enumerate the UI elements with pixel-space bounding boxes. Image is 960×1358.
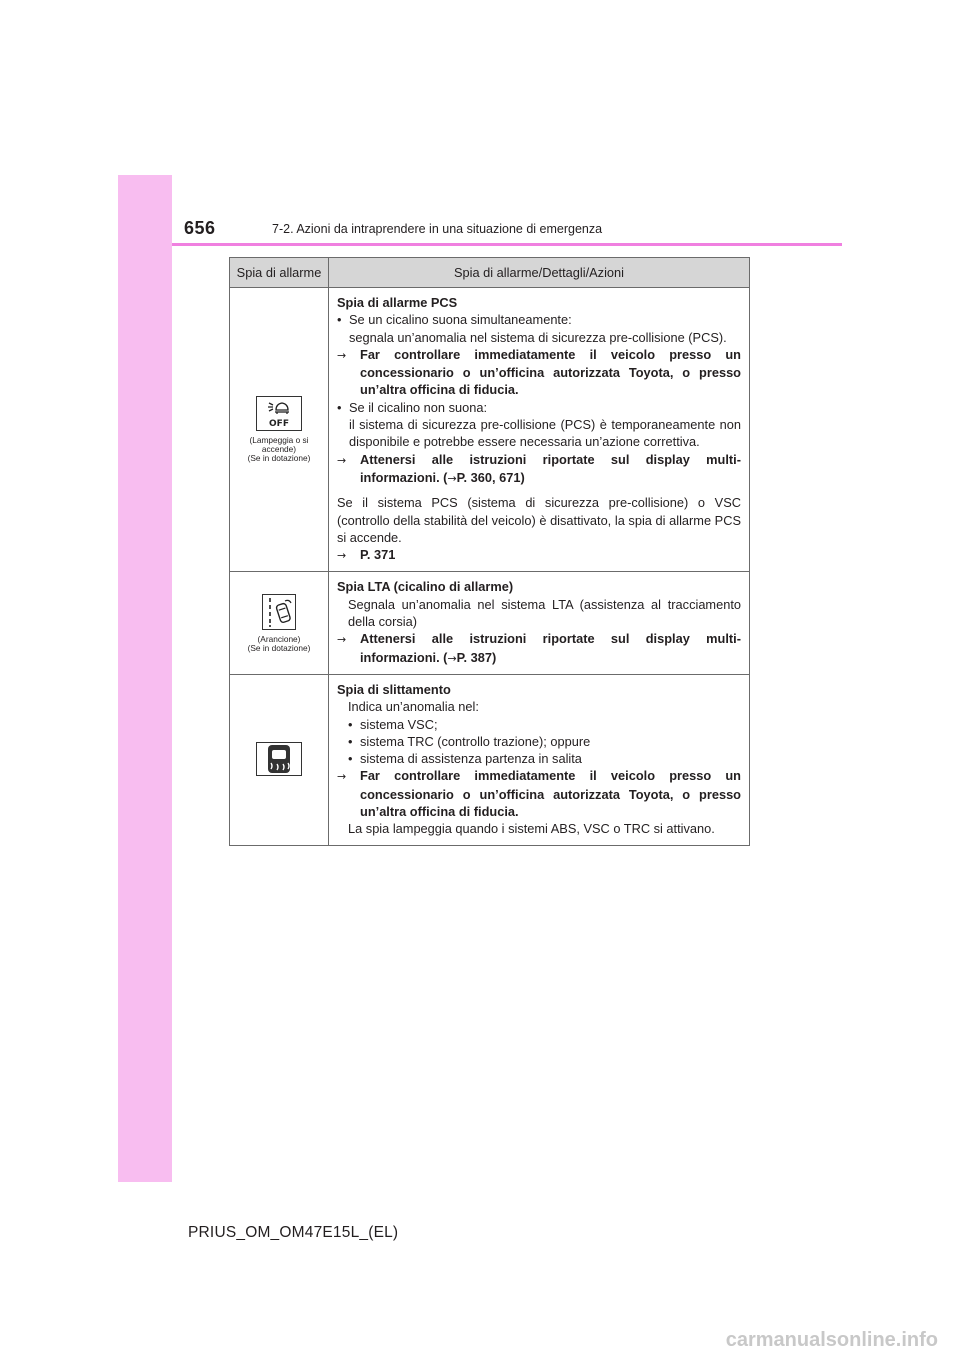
slip-icon [256,742,302,776]
table-row [230,288,750,572]
row-title: Spia LTA (cicalino di allarme) [337,579,514,595]
page-reference-link[interactable]: P. 360, 671) [456,469,525,485]
page-reference-link[interactable]: P. 371 [360,547,396,563]
action-text: → Far controllare immediatamente il veicolo presso un concessionario o un’officina autorizzata Toyota, o presso un’altra officina di fiducia. [337,768,741,820]
col-header-light: Spia di allarme [230,258,329,288]
row-text: Segnala un’anomalia nel sistema LTA (assistenza al tracciamento della corsia) [348,596,741,630]
svg-text:OFF: OFF [269,419,289,430]
warning-light-table [229,257,750,846]
row-title: Spia di allarme PCS [337,295,458,310]
table-row [230,674,750,845]
watermark: carmanualsonline.info [725,1329,938,1351]
description-cell [329,288,750,572]
pcs-off-icon [256,396,302,431]
bullet: • Se un cicalino suona simultaneamente: [337,312,572,328]
reference-line: → P. 371 [337,547,396,563]
icon-cell [230,288,329,572]
header-rule [172,243,842,246]
icon-caption: (Lampeggia o si accende) (Se in dotazione) [247,435,311,464]
row-text: Indica un’anomalia nel: [348,699,479,715]
action-text: → Attenersi alle istruzioni riportate sul display multi-informazioni. (→P. 360, 671) [337,451,741,485]
page-number: 656 [184,218,216,238]
bullet-text: il sistema di sicurezza pre-collisione (PCS) è temporaneamente non disponibile e potrebbe essere necessaria un’azione correttiva. [349,417,741,450]
icon-cell [230,674,329,845]
bullet: • sistema TRC (controllo trazione); oppure [348,733,591,749]
lta-icon [262,594,296,630]
table-row [230,572,750,674]
col-header-details: Spia di allarme/Dettagli/Azioni [329,258,750,288]
description-cell [329,674,750,845]
note-text: La spia lampeggia quando i sistemi ABS, VSC o TRC si attivano. [348,821,715,837]
action-text: → Attenersi alle istruzioni riportate sul display multi-informazioni. (→P. 387) [337,631,741,665]
section-title: 7-2. Azioni da intraprendere in una situazione di emergenza [272,222,603,236]
page-reference-link[interactable]: P. 387) [456,649,497,665]
table-header-row [230,258,750,288]
side-tab-band [118,175,172,1182]
bullet: • Se il cicalino non suona: [337,399,488,415]
action-text: → Far controllare immediatamente il veicolo presso un concessionario o un’officina autorizzata Toyota, o presso un’altra officina di fiducia. [337,346,741,398]
icon-cell [230,572,329,674]
bullet-text: segnala un’anomalia nel sistema di sicurezza pre-collisione (PCS). [349,329,727,345]
icon-caption: (Arancione) (Se in dotazione) [247,633,311,653]
description-cell [329,572,750,674]
document-code: PRIUS_OM_OM47E15L_(EL) [188,1224,399,1241]
note-text: Se il sistema PCS (sistema di sicurezza pre-collisione) o VSC (controllo della stabilità del veicolo) è disattivato, la spia di allarme PCS si accende. [337,495,741,545]
row-title: Spia di slittamento [337,681,451,697]
bullet: • sistema di assistenza partenza in salita [348,751,582,767]
bullet: • sistema VSC; [348,716,438,732]
